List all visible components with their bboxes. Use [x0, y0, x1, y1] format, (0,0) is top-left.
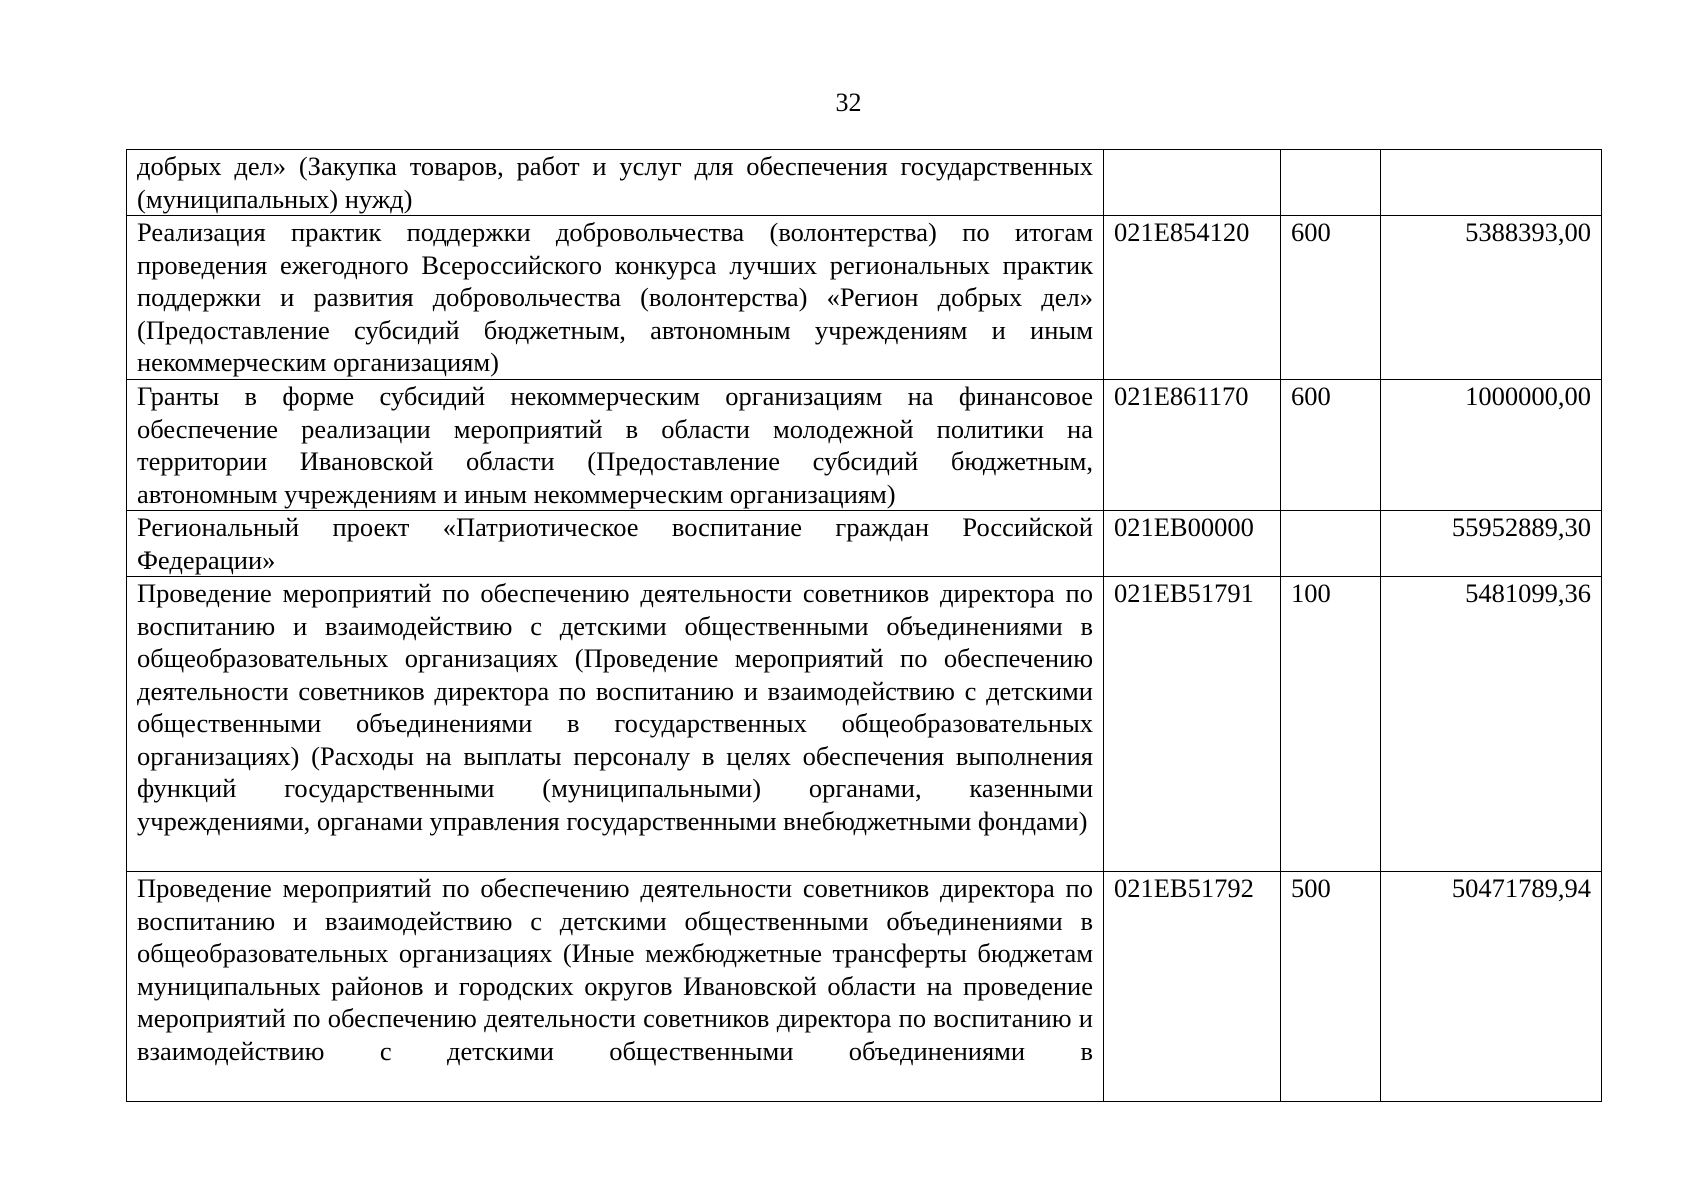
row-amount: 55952889,30 — [1381, 511, 1602, 577]
table-row — [127, 380, 1602, 511]
row-expense-type — [1281, 511, 1381, 577]
row-code: 021EB00000 — [1104, 511, 1281, 577]
row-amount: 50471789,94 — [1381, 872, 1602, 1102]
row-amount: 5388393,00 — [1381, 216, 1602, 380]
table-row — [127, 872, 1602, 1102]
row-description: Гранты в форме субсидий некоммерческим организациям на финансовое обеспечение реализации мероприятий в области молодежной политики на территории Ивановской области (Предоставление субсидий бюджетным, автономным учреждениям и иным некоммерческим организациям) — [127, 380, 1104, 511]
row-amount: 1000000,00 — [1381, 380, 1602, 511]
row-expense-type: 600 — [1281, 380, 1381, 511]
row-expense-type: 600 — [1281, 216, 1381, 380]
row-expense-type — [1281, 150, 1381, 216]
table-row — [127, 216, 1602, 380]
row-amount — [1381, 150, 1602, 216]
row-code: 021E854120 — [1104, 216, 1281, 380]
row-description: Проведение мероприятий по обеспечению деятельности советников директора по воспитанию и взаимодействию с детскими общественными объединениями в общеобразовательных организациях (Проведение мероприятий по обеспечению деятельности советников директора по воспитанию и взаимодействию с детскими общественными объединениями в государственных общеобразовательных организациях) (Расходы на выплаты персоналу в целях обеспечения выполнения функций государственными (муниципальными) органами, казенными учреждениями, органами управления государственными внебюджетными фондами) — [127, 577, 1104, 872]
row-description: Проведение мероприятий по обеспечению деятельности советников директора по воспитанию и взаимодействию с детскими общественными объединениями в общеобразовательных организациях (Иные межбюджетные трансферты бюджетам муниципальных районов и городских округов Ивановской области на проведение мероприятий по обеспечению деятельности советников директора по воспитанию и взаимодействию с детскими общественными объединениями в — [127, 872, 1104, 1102]
row-expense-type: 500 — [1281, 872, 1381, 1102]
table-row — [127, 511, 1602, 577]
row-code: 021EB51791 — [1104, 577, 1281, 872]
row-expense-type: 100 — [1281, 577, 1381, 872]
row-description: добрых дел» (Закупка товаров, работ и услуг для обеспечения государственных (муниципальных) нужд) — [127, 150, 1104, 216]
table-row — [127, 150, 1602, 216]
budget-table — [126, 149, 1602, 1102]
row-description: Региональный проект «Патриотическое воспитание граждан Российской Федерации» — [127, 511, 1104, 577]
row-code — [1104, 150, 1281, 216]
row-description: Реализация практик поддержки добровольчества (волонтерства) по итогам проведения ежегодного Всероссийского конкурса лучших региональных практик поддержки и развития добровольчества (волонтерства) «Регион добрых дел» (Предоставление субсидий бюджетным, автономным учреждениям и иным некоммерческим организациям) — [127, 216, 1104, 380]
page-number: 32 — [835, 88, 862, 117]
table-row — [127, 577, 1602, 872]
row-amount: 5481099,36 — [1381, 577, 1602, 872]
row-code: 021E861170 — [1104, 380, 1281, 511]
row-code: 021EB51792 — [1104, 872, 1281, 1102]
